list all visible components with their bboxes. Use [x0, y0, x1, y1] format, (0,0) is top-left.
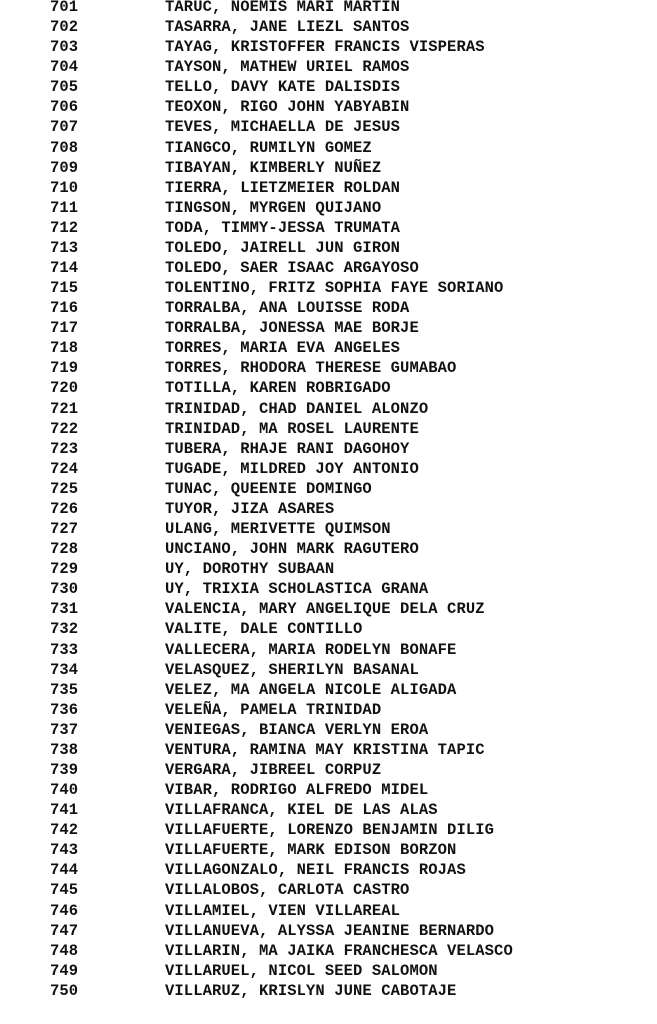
- list-item-name: TAYAG, KRISTOFFER FRANCIS VISPERAS: [165, 38, 485, 57]
- list-item-number: 704: [50, 58, 79, 77]
- list-item: [0, 599, 657, 619]
- list-item-name: UY, TRIXIA SCHOLASTICA GRANA: [165, 580, 429, 599]
- list-item: [0, 860, 657, 880]
- list-item-number: 741: [50, 801, 79, 820]
- list-item: [0, 298, 657, 318]
- list-item-name: TIANGCO, RUMILYN GOMEZ: [165, 138, 372, 157]
- list-item-name: VILLALOBOS, CARLOTA CASTRO: [165, 881, 410, 900]
- list-item: [0, 880, 657, 900]
- list-item-number: 728: [50, 540, 79, 559]
- list-item: [0, 117, 657, 137]
- list-item: [0, 760, 657, 780]
- list-item: [0, 338, 657, 358]
- list-item: [0, 619, 657, 639]
- list-item: [0, 499, 657, 519]
- list-item-name: TELLO, DAVY KATE DALISDIS: [165, 78, 401, 97]
- list-item-number: 708: [50, 138, 79, 157]
- list-item-name: TINGSON, MYRGEN QUIJANO: [165, 198, 382, 217]
- list-item-number: 738: [50, 740, 79, 759]
- list-item-name: VILLAGONZALO, NEIL FRANCIS ROJAS: [165, 861, 466, 880]
- list-item: [0, 901, 657, 921]
- list-item-number: 705: [50, 78, 79, 97]
- list-item-number: 709: [50, 158, 79, 177]
- list-item-name: TUYOR, JIZA ASARES: [165, 499, 335, 518]
- list-item-number: 713: [50, 238, 79, 257]
- list-item-name: TIERRA, LIETZMEIER ROLDAN: [165, 178, 401, 197]
- list-item-name: TIBAYAN, KIMBERLY NUÑEZ: [165, 158, 382, 177]
- list-item-number: 737: [50, 720, 79, 739]
- list-item: [0, 97, 657, 117]
- list-item-number: 749: [50, 961, 79, 980]
- list-item-name: TASARRA, JANE LIEZL SANTOS: [165, 18, 410, 37]
- list-item-number: 731: [50, 600, 79, 619]
- list-item-name: VIBAR, RODRIGO ALFREDO MIDEL: [165, 781, 429, 800]
- list-item: [0, 278, 657, 298]
- list-item: [0, 941, 657, 961]
- list-item: [0, 981, 657, 1001]
- list-item: [0, 720, 657, 740]
- list-item-name: TARUC, NOEMIS MARI MARTIN: [165, 0, 401, 16]
- list-item: [0, 840, 657, 860]
- list-item: [0, 218, 657, 238]
- list-item: [0, 820, 657, 840]
- list-item: [0, 519, 657, 539]
- list-item-number: 729: [50, 560, 79, 579]
- list-item-number: 750: [50, 981, 79, 1000]
- list-item: [0, 77, 657, 97]
- list-item: [0, 680, 657, 700]
- list-item: [0, 961, 657, 981]
- list-item: [0, 198, 657, 218]
- list-item-number: 743: [50, 841, 79, 860]
- list-item: [0, 740, 657, 760]
- list-item-number: 727: [50, 520, 79, 539]
- list-item-name: VALITE, DALE CONTILLO: [165, 620, 363, 639]
- list-item-name: TOLENTINO, FRITZ SOPHIA FAYE SORIANO: [165, 279, 504, 298]
- list-item: [0, 17, 657, 37]
- list-item-number: 742: [50, 821, 79, 840]
- list-item-name: TOTILLA, KAREN ROBRIGADO: [165, 379, 391, 398]
- list-item: [0, 700, 657, 720]
- list-item-number: 702: [50, 18, 79, 37]
- list-item-name: VALLECERA, MARIA RODELYN BONAFE: [165, 640, 457, 659]
- list-item-name: VELEÑA, PAMELA TRINIDAD: [165, 700, 382, 719]
- list-item: [0, 921, 657, 941]
- list-item-number: 732: [50, 620, 79, 639]
- list-item: [0, 399, 657, 419]
- list-item-name: UNCIANO, JOHN MARK RAGUTERO: [165, 540, 419, 559]
- list-item-number: 725: [50, 479, 79, 498]
- list-item-number: 707: [50, 118, 79, 137]
- list-item-name: TRINIDAD, MA ROSEL LAURENTE: [165, 419, 419, 438]
- list-item-name: TEOXON, RIGO JOHN YABYABIN: [165, 98, 410, 117]
- list-item: [0, 800, 657, 820]
- list-item-number: 740: [50, 781, 79, 800]
- list-item-name: VILLARIN, MA JAIKA FRANCHESCA VELASCO: [165, 941, 513, 960]
- list-item-number: 734: [50, 660, 79, 679]
- list-item-name: TORRES, RHODORA THERESE GUMABAO: [165, 359, 457, 378]
- list-item-number: 714: [50, 259, 79, 278]
- list-item: [0, 57, 657, 77]
- list-item-name: VILLANUEVA, ALYSSA JEANINE BERNARDO: [165, 921, 495, 940]
- list-item: [0, 318, 657, 338]
- list-item: [0, 0, 657, 17]
- list-item-number: 717: [50, 319, 79, 338]
- list-item-number: 712: [50, 218, 79, 237]
- list-item-name: VILLAFUERTE, MARK EDISON BORZON: [165, 841, 457, 860]
- list-item-number: 724: [50, 459, 79, 478]
- list-item-number: 716: [50, 299, 79, 318]
- list-item-name: VALENCIA, MARY ANGELIQUE DELA CRUZ: [165, 600, 485, 619]
- list-item-number: 746: [50, 901, 79, 920]
- list-item-number: 718: [50, 339, 79, 358]
- list-item-number: 706: [50, 98, 79, 117]
- list-item-number: 723: [50, 439, 79, 458]
- list-item: [0, 479, 657, 499]
- list-item-number: 720: [50, 379, 79, 398]
- list-item-number: 719: [50, 359, 79, 378]
- list-item: [0, 539, 657, 559]
- list-item: [0, 378, 657, 398]
- list-item-name: VERGARA, JIBREEL CORPUZ: [165, 760, 382, 779]
- list-item-number: 701: [50, 0, 79, 16]
- list-item: [0, 238, 657, 258]
- list-item-name: TUNAC, QUEENIE DOMINGO: [165, 479, 372, 498]
- list-item: [0, 640, 657, 660]
- list-item: [0, 660, 657, 680]
- list-item-name: TORRALBA, ANA LOUISSE RODA: [165, 299, 410, 318]
- list-item-number: 735: [50, 680, 79, 699]
- list-item-number: 726: [50, 499, 79, 518]
- list-item-name: TOLEDO, SAER ISAAC ARGAYOSO: [165, 259, 419, 278]
- list-item-name: VELEZ, MA ANGELA NICOLE ALIGADA: [165, 680, 457, 699]
- list-item-name: TEVES, MICHAELLA DE JESUS: [165, 118, 401, 137]
- list-item-name: TUGADE, MILDRED JOY ANTONIO: [165, 459, 419, 478]
- list-item-name: TODA, TIMMY-JESSA TRUMATA: [165, 218, 401, 237]
- list-item-number: 744: [50, 861, 79, 880]
- list-item: [0, 439, 657, 459]
- list-item-name: TRINIDAD, CHAD DANIEL ALONZO: [165, 399, 429, 418]
- list-item: [0, 258, 657, 278]
- list-item-number: 711: [50, 198, 79, 217]
- list-item-number: 721: [50, 399, 79, 418]
- list-item-name: VENTURA, RAMINA MAY KRISTINA TAPIC: [165, 740, 485, 759]
- list-item: [0, 37, 657, 57]
- list-item: [0, 358, 657, 378]
- list-item-number: 736: [50, 700, 79, 719]
- list-item: [0, 579, 657, 599]
- list-item-number: 730: [50, 580, 79, 599]
- list-item: [0, 158, 657, 178]
- list-item: [0, 138, 657, 158]
- list-item-name: VILLAMIEL, VIEN VILLAREAL: [165, 901, 401, 920]
- list-item-name: VILLARUEL, NICOL SEED SALOMON: [165, 961, 438, 980]
- list-item-number: 739: [50, 760, 79, 779]
- list-item-name: VILLAFUERTE, LORENZO BENJAMIN DILIG: [165, 821, 495, 840]
- list-item: [0, 780, 657, 800]
- list-item-number: 703: [50, 38, 79, 57]
- list-item: [0, 559, 657, 579]
- list-item-number: 745: [50, 881, 79, 900]
- list-item-number: 710: [50, 178, 79, 197]
- list-item-name: VENIEGAS, BIANCA VERLYN EROA: [165, 720, 429, 739]
- list-item-name: TOLEDO, JAIRELL JUN GIRON: [165, 238, 401, 257]
- list-item: [0, 419, 657, 439]
- list-item-name: VILLARUZ, KRISLYN JUNE CABOTAJE: [165, 981, 457, 1000]
- list-item: [0, 178, 657, 198]
- list-item-name: UY, DOROTHY SUBAAN: [165, 560, 335, 579]
- list-item-number: 747: [50, 921, 79, 940]
- list-item-number: 748: [50, 941, 79, 960]
- list-item-number: 733: [50, 640, 79, 659]
- list-item-name: TORRES, MARIA EVA ANGELES: [165, 339, 401, 358]
- list-item-number: 722: [50, 419, 79, 438]
- list-item-name: VILLAFRANCA, KIEL DE LAS ALAS: [165, 801, 438, 820]
- list-item-name: TAYSON, MATHEW URIEL RAMOS: [165, 58, 410, 77]
- list-item-name: ULANG, MERIVETTE QUIMSON: [165, 520, 391, 539]
- list-item-number: 715: [50, 279, 79, 298]
- list-item: [0, 459, 657, 479]
- list-item-name: VELASQUEZ, SHERILYN BASANAL: [165, 660, 419, 679]
- list-item-name: TORRALBA, JONESSA MAE BORJE: [165, 319, 419, 338]
- list-item-name: TUBERA, RHAJE RANI DAGOHOY: [165, 439, 410, 458]
